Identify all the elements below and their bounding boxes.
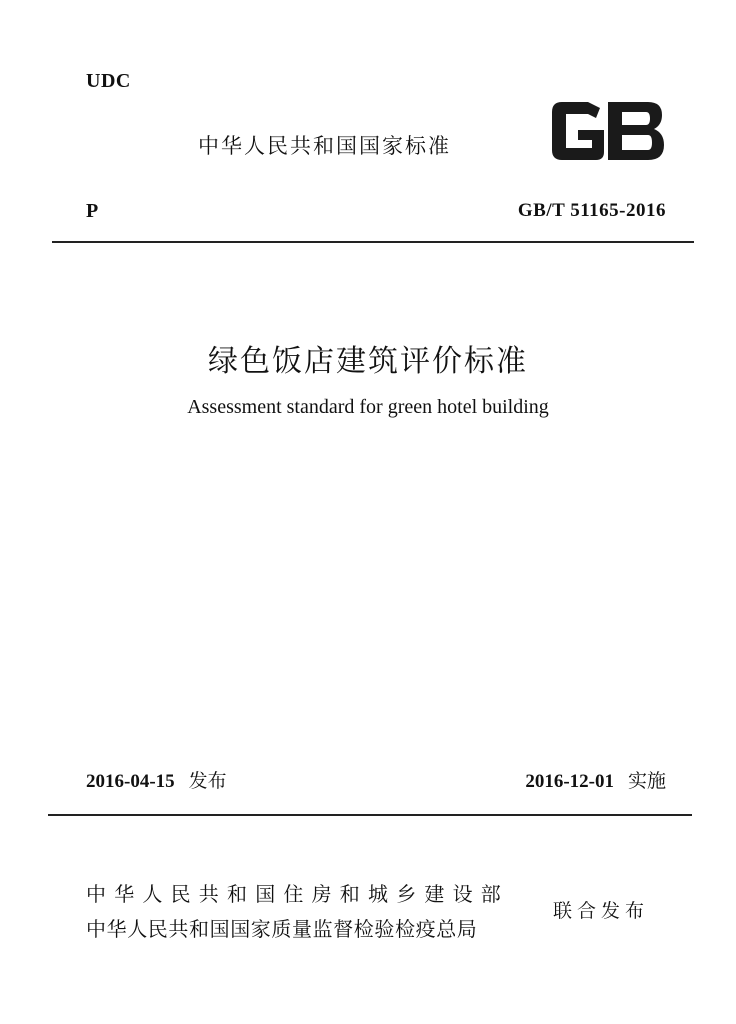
title-chinese: 绿色饭店建筑评价标准 [208,344,528,379]
issuer-quality-supervision: 中华人民共和国国家质量监督检验检疫总局 [86,917,478,941]
title-english: Assessment standard for green hotel building [187,396,549,418]
standard-number: GB/T 51165-2016 [517,200,666,221]
classification-code: P [86,200,99,222]
gb-logo-b-shape [608,102,664,160]
implementation-date-block [525,766,666,793]
header-divider [52,241,694,243]
issue-label: 发布 [188,770,227,792]
national-standard-heading: 中华人民共和国国家标准 [198,134,451,158]
gb-logo-g-shape [552,102,604,160]
issuer-ministry-housing: 中华人民共和国住房和城乡建设部 [86,882,509,906]
udc-label: UDC [86,70,131,92]
issue-date: 2016-04-15 [86,771,175,792]
implementation-date: 2016-12-01 [525,771,614,792]
gb-logo [548,98,668,164]
implementation-label: 实施 [627,770,666,792]
footer-divider [48,814,692,816]
issue-date-block [86,766,227,793]
joint-issue-label: 联合发布 [553,900,650,922]
